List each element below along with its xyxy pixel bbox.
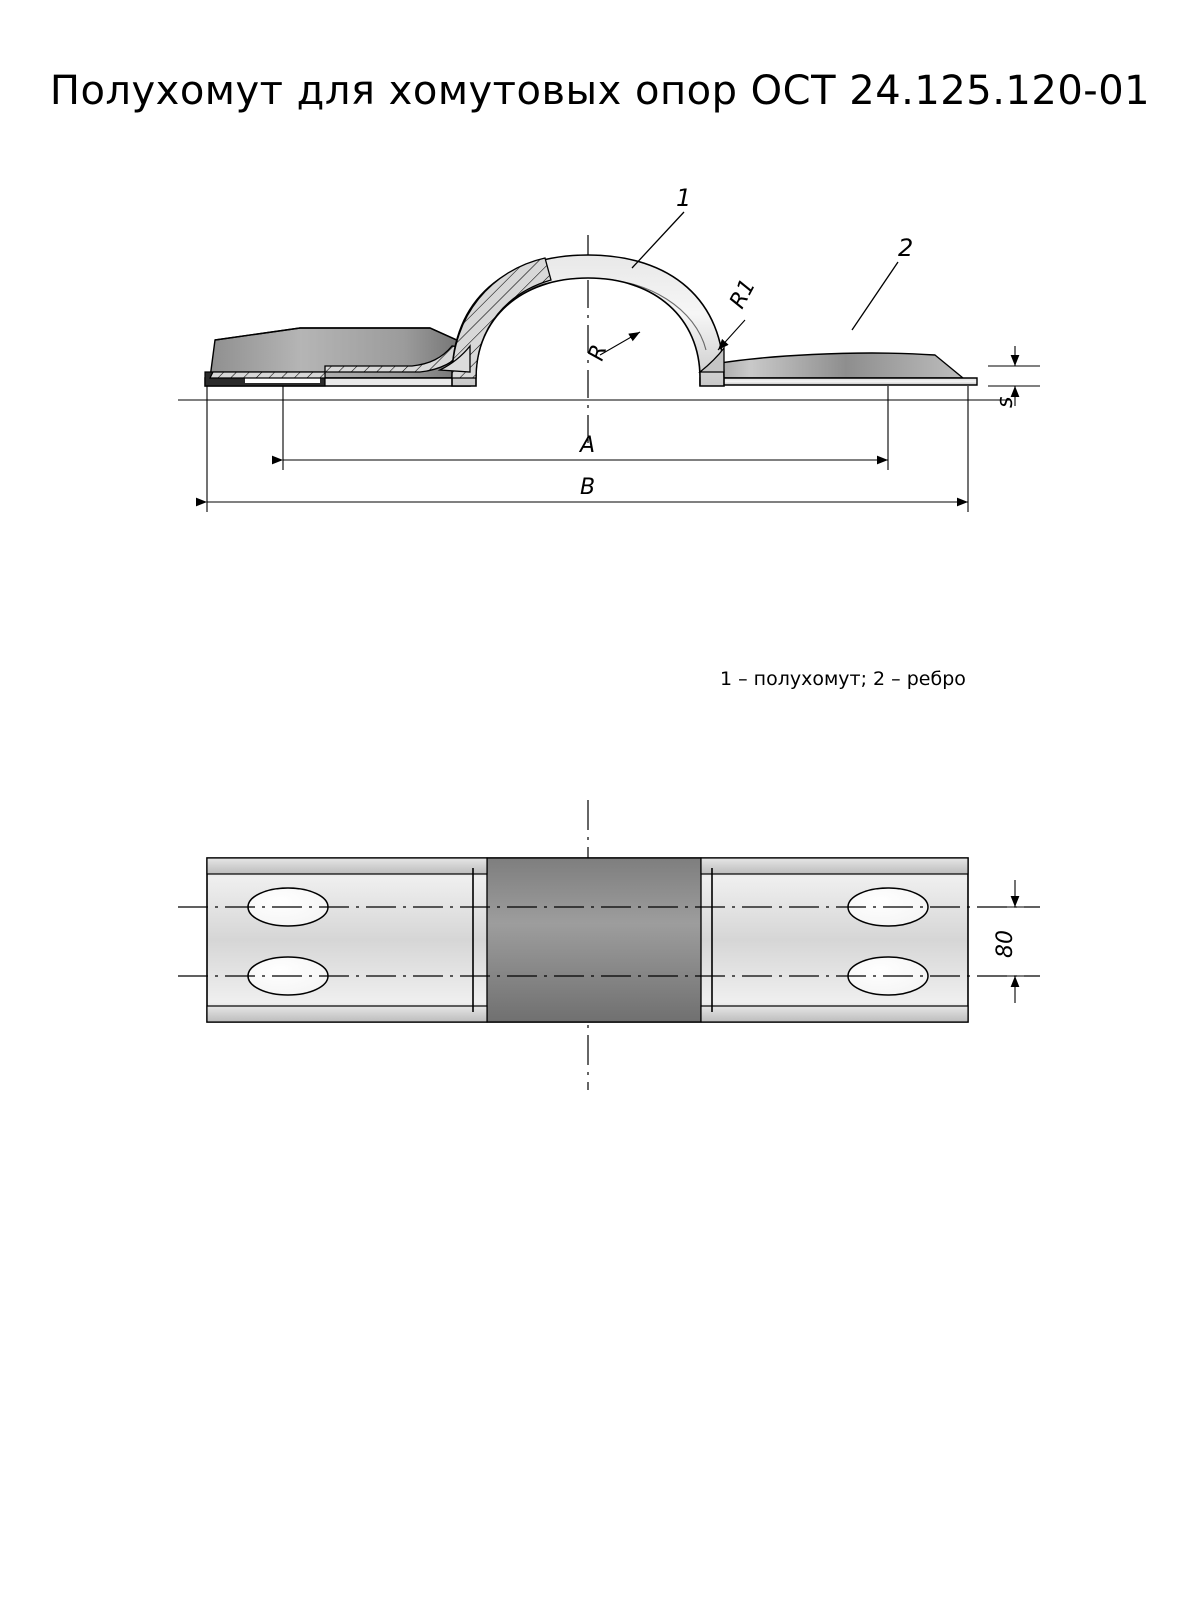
plate-right bbox=[700, 378, 977, 385]
plan-plate bbox=[207, 858, 968, 1022]
figure-caption: 1 – полухомут; 2 – ребро bbox=[720, 668, 966, 690]
page-title: Полухомут для хомутовых опор ОСТ 24.125.120-01 bbox=[49, 68, 1151, 114]
dimension-80-label: 80 bbox=[993, 930, 1018, 958]
side-view bbox=[0, 150, 1200, 710]
dimension-R1-label: R1 bbox=[725, 275, 762, 313]
callout-1-label: 1 bbox=[676, 184, 692, 212]
rib-right bbox=[700, 353, 975, 380]
callout-2-label: 2 bbox=[898, 234, 914, 262]
callout-leaders bbox=[632, 212, 898, 330]
dimension-B-label: B bbox=[580, 475, 596, 500]
dimension-s-label: s bbox=[993, 396, 1018, 408]
fillet-details bbox=[440, 346, 724, 372]
dimension-A-label: A bbox=[580, 433, 596, 458]
dimension-R-label: R bbox=[583, 341, 613, 364]
plan-view bbox=[0, 780, 1200, 1340]
